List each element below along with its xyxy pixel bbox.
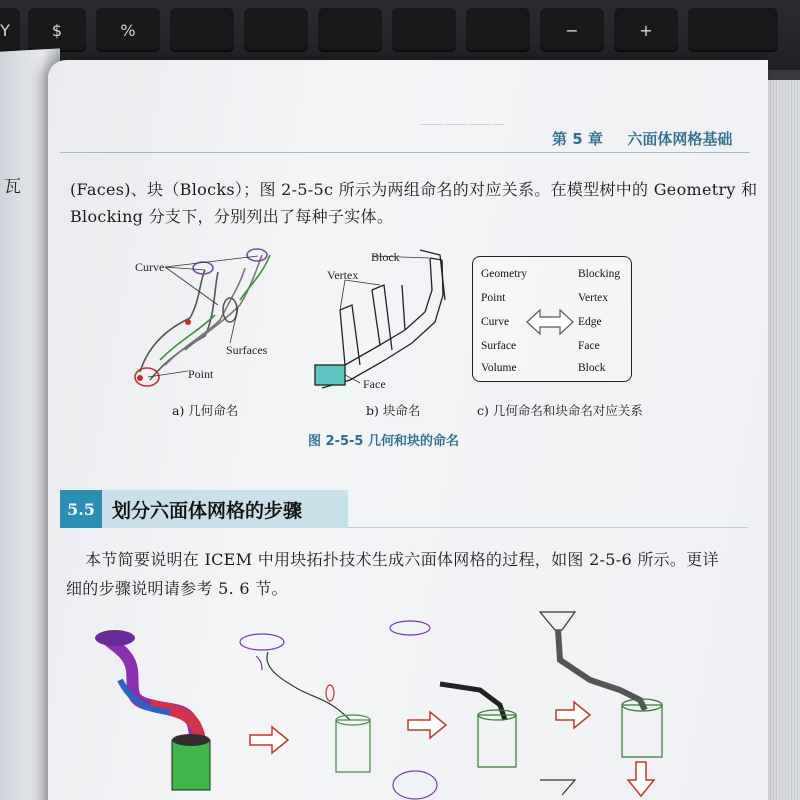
section-body-line-1: 本节简要说明在 ICEM 中用块拓扑技术生成六面体网格的过程，如图 2-5-6 所示。更详	[85, 550, 719, 569]
key-label: −	[565, 20, 579, 40]
subcaption-c: c) 几何命名和块命名对应关系	[477, 403, 643, 418]
body-line-2: Blocking 分支下，分别列出了每种子实体。	[70, 207, 394, 226]
geometry-name: Geometry	[481, 268, 527, 280]
section-number: 5.5	[60, 490, 102, 528]
bleed-through-text: ———————	[420, 118, 504, 132]
section-rule	[348, 527, 748, 528]
figure-caption: 图 2-5-5 几何和块的命名	[308, 434, 459, 449]
geometry-name: Volume	[481, 362, 517, 374]
subcaption-b: b) 块命名	[366, 403, 421, 418]
key-label: $	[51, 20, 63, 40]
block-name: Edge	[578, 316, 602, 328]
arrow-right-icon	[556, 702, 590, 728]
section-body-line-2: 细的步骤说明请参考 5. 6 节。	[66, 579, 288, 598]
geometry-name: Curve	[481, 316, 510, 328]
left-page-glyph: 瓦	[4, 177, 21, 197]
label-surfaces: Surfaces	[226, 343, 268, 357]
block-name: Block	[578, 362, 606, 374]
process-step-2-curves	[240, 634, 370, 772]
section-title: 划分六面体网格的步骤	[102, 490, 348, 528]
subcaption-a: a) 几何命名	[172, 403, 239, 418]
chapter-number: 第 5 章	[552, 130, 603, 148]
key-label: +	[639, 20, 653, 40]
geometry-name: Surface	[481, 340, 517, 352]
chapter-title: 六面体网格基础	[627, 130, 733, 148]
arrow-down-icon	[628, 762, 654, 796]
leader-lines	[148, 256, 429, 383]
block-name: Blocking	[578, 268, 621, 280]
key-label: Y	[0, 20, 10, 40]
label-face: Face	[363, 377, 386, 391]
block-name: Vertex	[578, 292, 609, 304]
key-label: %	[120, 20, 136, 40]
label-curve: Curve	[135, 260, 165, 274]
label-block: Block	[371, 250, 400, 264]
geometry-name: Point	[481, 292, 506, 304]
process-step-1-geometry	[95, 630, 210, 790]
arrow-right-icon	[408, 712, 446, 738]
label-point: Point	[188, 367, 214, 381]
arrow-right-icon	[250, 727, 288, 753]
block-name: Face	[578, 340, 600, 352]
process-step-3-blocking	[390, 621, 516, 799]
body-line-1: (Faces)、块（Blocks）；图 2-5-5c 所示为两组命名的对应关系。在模型树中的 Geometry 和	[70, 180, 758, 199]
label-vertex: Vertex	[327, 268, 359, 282]
